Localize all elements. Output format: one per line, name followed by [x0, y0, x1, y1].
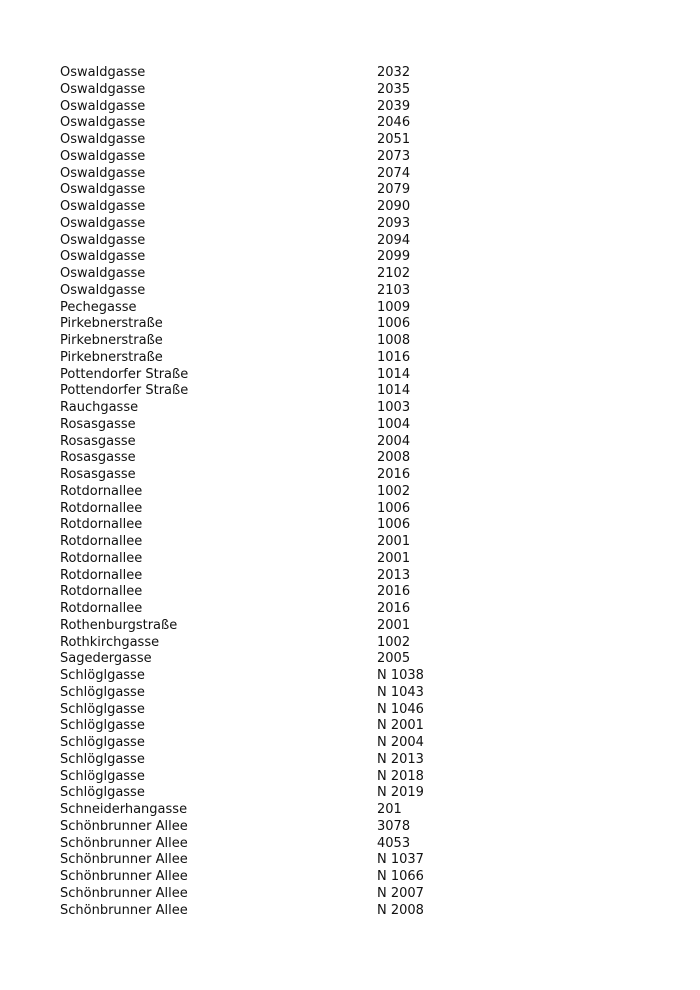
street-name: Schönbrunner Allee [60, 869, 188, 884]
street-name: Rosasgasse [60, 467, 136, 482]
street-name: Oswaldgasse [60, 165, 146, 181]
street-name: Schlöglgasse [60, 768, 145, 784]
street-number: 2008 [377, 450, 411, 466]
street-number: 2094 [377, 232, 411, 248]
street-name: Rotdornallee [60, 601, 143, 616]
street-name: Oswaldgasse [60, 65, 146, 80]
table-row [60, 132, 480, 149]
table-row [60, 752, 480, 769]
street-number: 1002 [377, 483, 411, 499]
street-number: 201 [377, 802, 402, 817]
street-number: 2016 [377, 584, 411, 600]
table-row [60, 852, 480, 869]
street-name: Oswaldgasse [60, 81, 146, 97]
street-number: 2093 [377, 215, 411, 231]
table-row [60, 836, 480, 853]
table-row [60, 517, 480, 534]
street-name: Rotdornallee [60, 517, 143, 533]
table-row [60, 501, 480, 518]
street-name: Schlöglgasse [60, 701, 145, 717]
street-number: 2004 [377, 433, 411, 449]
street-name: Pirkebnerstraße [60, 316, 163, 332]
table-row [60, 65, 480, 82]
table-row [60, 534, 480, 551]
table-row [60, 618, 480, 635]
street-name: Oswaldgasse [60, 282, 146, 298]
table-row [60, 484, 480, 501]
table-row [60, 166, 480, 183]
street-number: N 2013 [377, 751, 424, 767]
table-row [60, 450, 480, 467]
table-row [60, 903, 480, 920]
table-row [60, 350, 480, 367]
street-name: Oswaldgasse [60, 182, 146, 198]
table-row [60, 417, 480, 434]
street-name: Rosasgasse [60, 416, 136, 432]
table-row [60, 300, 480, 317]
street-name: Schönbrunner Allee [60, 885, 188, 901]
table-row [60, 434, 480, 451]
table-row [60, 249, 480, 266]
table-row [60, 333, 480, 350]
street-number: 2103 [377, 282, 411, 298]
street-number: 2074 [377, 165, 411, 181]
street-number: 1009 [377, 299, 411, 315]
table-row [60, 886, 480, 903]
street-name: Rothenburgstraße [60, 617, 178, 633]
table-row [60, 383, 480, 400]
street-name: Rotdornallee [60, 584, 143, 600]
street-number: 2035 [377, 81, 411, 97]
table-row [60, 568, 480, 585]
table-row [60, 702, 480, 719]
street-name: Oswaldgasse [60, 132, 146, 147]
street-number: 2001 [377, 617, 411, 633]
table-row [60, 718, 480, 735]
street-name: Rosasgasse [60, 433, 136, 449]
table-row [60, 99, 480, 116]
table-row [60, 283, 480, 300]
street-number: N 1038 [377, 668, 424, 683]
street-name: Oswaldgasse [60, 266, 146, 281]
street-number: N 2008 [377, 902, 424, 918]
street-name: Oswaldgasse [60, 98, 146, 114]
table-row [60, 819, 480, 836]
street-number: 2073 [377, 148, 411, 164]
street-name: Oswaldgasse [60, 115, 146, 131]
street-name: Schlöglgasse [60, 684, 145, 700]
street-number: 4053 [377, 835, 411, 851]
table-row [60, 601, 480, 618]
street-number: 2001 [377, 550, 411, 566]
street-name: Schönbrunner Allee [60, 902, 188, 918]
street-number: N 2018 [377, 768, 424, 784]
table-row [60, 802, 480, 819]
table-row [60, 551, 480, 568]
street-number: N 2007 [377, 885, 424, 901]
street-name: Schlöglgasse [60, 785, 145, 801]
street-name: Schlöglgasse [60, 668, 145, 683]
street-number: 1003 [377, 400, 411, 415]
street-number: 1006 [377, 316, 411, 332]
street-number: 1008 [377, 333, 411, 348]
street-name: Oswaldgasse [60, 232, 146, 248]
table-row [60, 584, 480, 601]
address-table [60, 65, 480, 919]
street-number: 2013 [377, 567, 411, 583]
table-row [60, 199, 480, 216]
street-name: Schlöglgasse [60, 735, 145, 750]
street-name: Rotdornallee [60, 567, 143, 583]
street-number: N 1046 [377, 701, 424, 717]
table-row [60, 400, 480, 417]
street-name: Rotdornallee [60, 483, 143, 499]
street-number: 2032 [377, 65, 411, 80]
street-number: 2046 [377, 115, 411, 131]
street-name: Schlöglgasse [60, 718, 145, 734]
street-number: 2099 [377, 249, 411, 265]
table-row [60, 115, 480, 132]
street-name: Oswaldgasse [60, 249, 146, 265]
table-row [60, 785, 480, 802]
street-name: Schönbrunner Allee [60, 835, 188, 851]
table-row [60, 635, 480, 652]
street-number: 1006 [377, 500, 411, 516]
street-number: 1016 [377, 349, 411, 365]
street-number: 1004 [377, 416, 411, 432]
street-number: N 1037 [377, 852, 424, 868]
street-number: 2079 [377, 182, 411, 198]
table-row [60, 216, 480, 233]
street-number: N 2004 [377, 735, 424, 750]
street-name: Rotdornallee [60, 500, 143, 516]
street-name: Rotdornallee [60, 534, 143, 549]
street-number: 2001 [377, 534, 411, 549]
table-row [60, 233, 480, 250]
street-number: 2039 [377, 98, 411, 114]
street-number: 2005 [377, 651, 411, 667]
table-row [60, 467, 480, 484]
street-number: 2016 [377, 467, 411, 482]
street-number: N 1043 [377, 684, 424, 700]
table-row [60, 367, 480, 384]
street-name: Schönbrunner Allee [60, 852, 188, 868]
street-number: 2102 [377, 266, 411, 281]
table-row [60, 685, 480, 702]
street-name: Sagedergasse [60, 651, 152, 667]
street-number: N 1066 [377, 869, 424, 884]
street-number: 2090 [377, 199, 411, 214]
street-number: 3078 [377, 818, 411, 834]
street-name: Pirkebnerstraße [60, 349, 163, 365]
table-row [60, 769, 480, 786]
street-number: N 2001 [377, 718, 424, 734]
street-name: Rothkirchgasse [60, 634, 160, 650]
table-row [60, 735, 480, 752]
table-row [60, 149, 480, 166]
table-row [60, 651, 480, 668]
street-number: N 2019 [377, 785, 424, 801]
street-number: 2051 [377, 132, 411, 147]
table-row [60, 668, 480, 685]
street-name: Schönbrunner Allee [60, 818, 188, 834]
street-name: Pirkebnerstraße [60, 333, 163, 348]
street-number: 1002 [377, 634, 411, 650]
table-row [60, 182, 480, 199]
street-number: 2016 [377, 601, 411, 616]
table-row [60, 82, 480, 99]
table-row [60, 316, 480, 333]
street-name: Oswaldgasse [60, 215, 146, 231]
street-number: 1006 [377, 517, 411, 533]
street-name: Rotdornallee [60, 550, 143, 566]
street-name: Pechegasse [60, 299, 137, 315]
street-name: Schneiderhangasse [60, 802, 188, 817]
table-row [60, 869, 480, 886]
street-name: Rosasgasse [60, 450, 136, 466]
street-number: 1014 [377, 383, 411, 399]
street-name: Oswaldgasse [60, 199, 146, 214]
table-row [60, 266, 480, 283]
street-name: Rauchgasse [60, 400, 139, 415]
street-name: Pottendorfer Straße [60, 383, 189, 399]
street-name: Oswaldgasse [60, 148, 146, 164]
street-number: 1014 [377, 366, 411, 382]
street-name: Schlöglgasse [60, 751, 145, 767]
street-name: Pottendorfer Straße [60, 366, 189, 382]
